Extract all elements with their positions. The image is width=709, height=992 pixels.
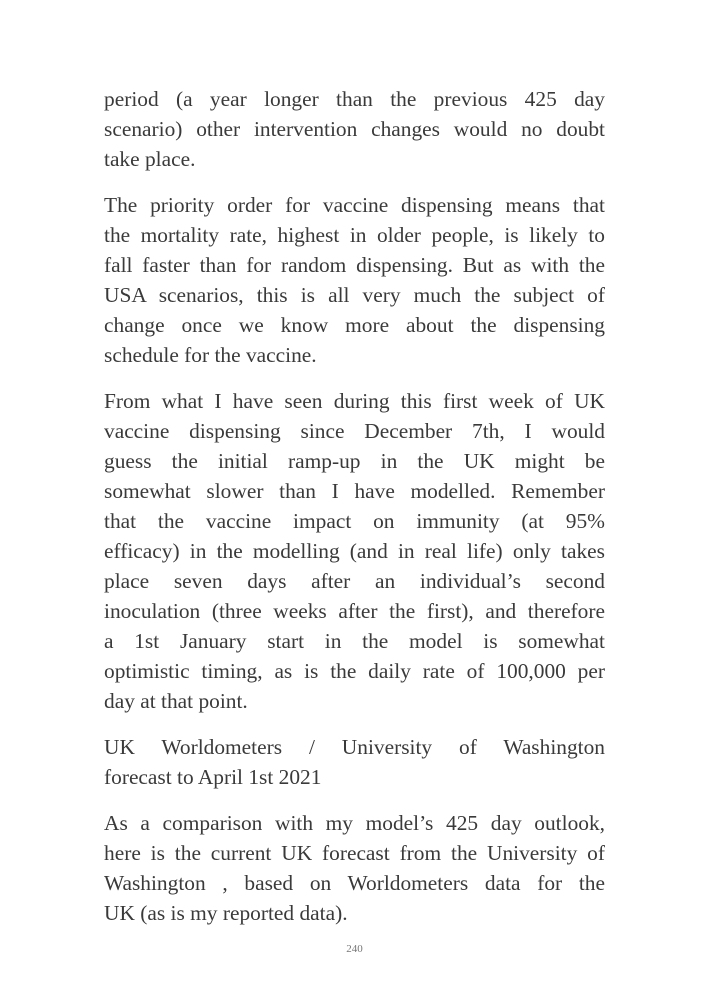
paragraph-first-week [104,386,605,716]
text-line: UK Worldometers / University of Washington [104,735,605,759]
text-line: the mortality rate, highest in older people, is likely to [104,223,605,247]
text-line: here is the current UK forecast from the University of [104,841,605,865]
text-line: forecast to April 1st 2021 [104,765,322,789]
text-line: scenario) other intervention changes would no doubt [104,117,605,141]
text-line: optimistic timing, as is the daily rate of 100,000 per [104,659,605,683]
page-number: 240 [346,943,363,955]
text-line: schedule for the vaccine. [104,343,317,367]
text-line: USA scenarios, this is all very much the subject of [104,283,605,307]
text-line: inoculation (three weeks after the first), and therefore [104,599,605,623]
text-line: vaccine dispensing since December 7th, I would [104,419,605,443]
text-line: From what I have seen during this first week of UK [104,389,605,413]
text-line: change once we know more about the dispensing [104,313,605,337]
text-line: somewhat slower than I have modelled. Remember [104,479,605,503]
section-heading-uw-forecast [104,732,605,792]
paragraph-comparison [104,808,605,928]
text-line: efficacy) in the modelling (and in real life) only takes [104,539,605,563]
text-line: guess the initial ramp-up in the UK might be [104,449,605,473]
text-line: UK (as is my reported data). [104,901,348,925]
text-line: The priority order for vaccine dispensing means that [104,193,605,217]
text-line: a 1st January start in the model is somewhat [104,629,605,653]
paragraph-intervention [104,84,605,174]
text-line: day at that point. [104,689,248,713]
text-line: As a comparison with my model’s 425 day outlook, [104,811,605,835]
text-line: fall faster than for random dispensing. But as with the [104,253,605,277]
text-line: that the vaccine impact on immunity (at 95% [104,509,605,533]
text-line: period (a year longer than the previous 425 day [104,87,605,111]
text-line: take place. [104,147,196,171]
page-body [104,84,605,944]
text-line: Washington , based on Worldometers data for the [104,871,605,895]
text-line: place seven days after an individual’s second [104,569,605,593]
paragraph-priority-order [104,190,605,370]
